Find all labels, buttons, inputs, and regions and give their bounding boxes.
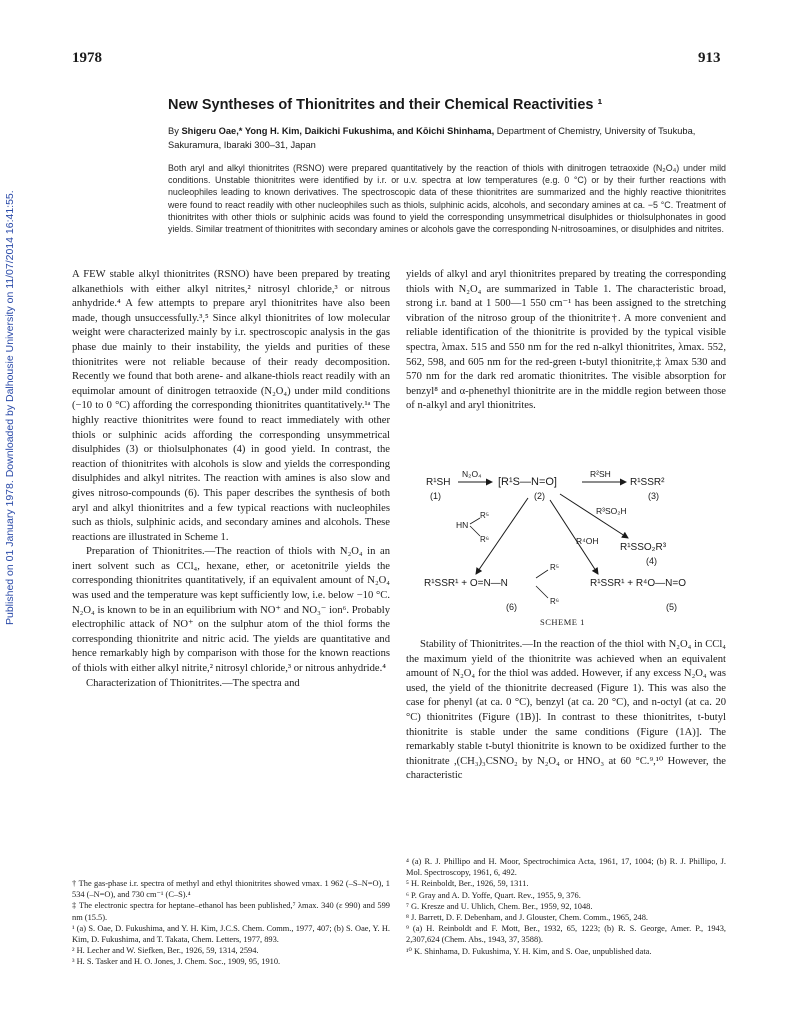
product5-label: (5)	[666, 602, 677, 612]
by-label: By	[168, 126, 179, 136]
reference-8: ⁸ J. Barrett, D. F. Debenham, and J. Glouster, Chem. Comm., 1965, 248.	[406, 913, 648, 923]
reactant-thiol: R¹SH	[426, 477, 451, 488]
amine-bond-up	[470, 518, 480, 524]
intro-paragraph: A FEW stable alkyl thionitrites (RSNO) have been prepared by treating alkanethiols with either alkyl nitrites,² nitrosyl chloride,³ or nitrous anhydride.⁴ A few attempts to prepare aryl thionitrites have also been made, though unsuccessfully.³,⁵ Since alkyl thionitrites of low molecular weight were characterized mainly by i.r. spectroscopic analysis in the gas phase due mainly to their instability, the yields and purities of these thionitrites were not reliable because of their ready decomposition. Recently we found that both arene- and alkane-thiols react readily with an equimolar amount of dinitrogen tetraoxide (N₂O₄) under mild conditions (−10 to 0 °C) affording the corresponding thionitrites quantitatively.¹ᵃ The highly reactive thionitrites were found to react immediately with other thiols or sulphinic acids affording the corresponding unsymmetrical disulphides (3) or thiolsulphonates (4) in good yield. In contrast, the reaction of thionitrites with alcohols is slow and yields the corresponding disulphides and alkyl nitrites. The reaction with amines is also slow and gives nitroso-compounds (6). This paper describes the synthesis of both aryl and alkyl thionitrites and a few typical reactions with nucleophiles such as thiols, sulphinic acids, and secondary amines and alcohols. These reactions are illustrated in Scheme 1.	[72, 269, 390, 543]
body-column-left	[72, 268, 390, 691]
footnote-double-dagger: ‡ The electronic spectra for heptane–ethanol has been published,⁷ λmax. 340 (ε 990) and 599 nm (15.5).	[72, 901, 390, 922]
amine-bond-down	[470, 526, 480, 536]
author-names: Shigeru Oae,* Yong H. Kim, Daikichi Fukushima, and Kōichi Shinhama,	[181, 126, 495, 136]
reference-7: ⁷ G. Kresze and U. Uhlich, Chem. Ber., 1959, 92, 1048.	[406, 901, 593, 911]
nitroso-r5: R⁵	[550, 563, 560, 572]
reagent-r3so2h: R³SO₂H	[596, 506, 627, 516]
intermediate-label: (2)	[534, 491, 545, 501]
body-column-right-top	[406, 268, 726, 414]
stability-paragraph: Stability of Thionitrites.—In the reaction of the thiol with N₂O₄ in CCl₄ the maximum yield of the thionitrite was achieved when an equivalent amount of N₂O₄ for the thiol was added. However, if any excess N₂O₄ was used, the yield of the thionitrite decreased (Figure 1). This was also the case for phenyl (at ca. 0 °C), benzyl (at ca. 20 °C), and n-octyl (at ca. 20 °C) thionitrites (Figure (1B)]. In contrast to these thionitrites, t-butyl thionitrite is stable under the same conditions (Figure (1A)]. The remarkably stable t-butyl thionitrite is known to be oxidized further to the thionitrate ,(CH₃)₃CSNO₂ by N₂O₄ or HNO₃ at 60 °C.⁹,¹⁰ However, the characteristic	[406, 639, 726, 782]
amine-r5: R⁵	[480, 511, 490, 520]
preparation-paragraph: Preparation of Thionitrites.—The reaction of thiols with N₂O₄ in an inert solvent such as CCl₄, hexane, ether, or acetonitrile yields the corresponding thionitrites quantitatively, if an equivalent amount of N₂O₄ was used and the temperature was kept sufficiently low, i.e. below −10 °C. N₂O₄ is known to be in an equilibrium with NO⁺ and NO₃⁻ ion⁶. Probably electrophilic attack of NO⁺ on the sulphur atom of the thiol forms the corresponding thionitrite and nitric acid. The yields are quantitative and hence remarkably high by comparison with those for the known reactions of thiols with either alkyl nitrite,² nitrosyl chloride,³ or nitrous anhydride.⁴	[72, 546, 390, 675]
reference-6: ⁶ P. Gray and A. D. Yoffe, Quart. Rev., 1955, 9, 376.	[406, 890, 581, 900]
product-nitrosoamine: R¹SSR¹ + O=N—N	[424, 578, 508, 589]
footnotes-left	[72, 878, 390, 968]
product-disulphide-nitrite: R¹SSR¹ + R⁴O—N=O	[590, 578, 686, 589]
article-title: New Syntheses of Thionitrites and their Chemical Reactivities ¹	[168, 97, 603, 113]
product6-label: (6)	[506, 602, 517, 612]
product-thiolsulphonate: R¹SSO₂R³	[620, 542, 667, 553]
reaction-scheme	[410, 462, 730, 632]
affiliation: Department of Chemistry, University of Tsukuba, Sakuramura, Ibaraki 300–31, Japan	[168, 126, 696, 150]
product4-label: (4)	[646, 556, 657, 566]
author-line	[168, 125, 728, 152]
product-disulphide-unsym: R¹SSR²	[630, 477, 665, 488]
reference-9: ⁹ (a) H. Reinboldt and F. Mott, Ber., 1932, 65, 1223; (b) R. S. George, Amer. P., 1943, 2,307,624 (Chem. Abs., 1943, 37, 3588).	[406, 924, 726, 945]
scheme-caption: SCHEME 1	[540, 617, 585, 627]
amine-r6: R⁶	[480, 535, 490, 544]
reagent-n2o4: N₂O₄	[462, 469, 482, 479]
intermediate-thionitrite: [R¹S—N=O]	[498, 476, 557, 488]
reference-2: ² H. Lecher and W. Siefken, Ber., 1926, 59, 1314, 2594.	[72, 946, 259, 956]
reference-4: ⁴ (a) R. J. Phillipo and H. Moor, Spectrochimica Acta, 1961, 17, 1004; (b) R. J. Phillipo, J. Mol. Spectroscopy, 1961, 6, 492.	[406, 857, 726, 878]
spectra-paragraph: yields of alkyl and aryl thionitrites prepared by treating the corresponding thiols with N₂O₄ are summarized in Table 1. The characteristic broad, strong i.r. band at 1 500—1 550 cm⁻¹ has been assigned to the stretching vibration of the nitroso group of the thionitrite†. A more convenient and reliable identification of the thionitrite is provided by the typical visible spectra, λmax. 515 and 550 nm for the red n-alkyl thionitrites, λmax. 552, 562, 598, and 605 nm for the red-green t-butyl thionitrite,‡ λmax 530 and 570 nm for the dark red aromatic thionitrites. The visible absorption for benzyl⁸ and α-phenethyl thionitrite are in the middle region between those of n-alkyl and aryl thionitrites.	[406, 269, 726, 412]
characterization-paragraph: Characterization of Thionitrites.—The spectra and	[86, 677, 300, 689]
footnote-dagger: † The gas-phase i.r. spectra of methyl and ethyl thionitrites showed νmax. 1 962 (–S–N=O), 1 534 (–N=O), and 730 cm⁻¹ (C–S).⁴	[72, 879, 390, 900]
download-watermark[interactable]	[2, 190, 20, 625]
reagent-amine: HN	[456, 520, 469, 530]
abstract: Both aryl and alkyl thionitrites (RSNO) were prepared quantitatively by the reaction of thiols with dinitrogen tetraoxide (N₂O₄) under mild conditions. Unstable thionitrites were identified by i.r. or u.v. spectra at low temperatures (e.g. 0 °C) or by their further reactions with nucleophiles leading to known derivatives. The spectroscopic data of these thionitrites are summarized and the highly reactive thionitrites were found to react readily with other nucleophiles such as thiols, sulphinic acids, alcohols, and secondary amines at ca. −5 °C. Treatment of thionitrites with other thiols or sulphinic acids was found to yield the corresponding unsymmetrical disulphides or thiolsulphonates in good yields. Similar treatment of thionitrites with secondary amines or alcohols gave the corresponding N-nitrosoamines, or disulphides and nitrites.	[168, 163, 726, 235]
product3-label: (3)	[648, 491, 659, 501]
reagent-r2sh: R²SH	[590, 469, 611, 479]
nitroso-bond-up	[536, 570, 548, 578]
page-year: 1978	[72, 50, 102, 66]
reference-3: ³ H. S. Tasker and H. O. Jones, J. Chem. Soc., 1909, 95, 1910.	[72, 957, 281, 967]
reference-10: ¹⁰ K. Shinhama, D. Fukushima, Y. H. Kim, and S. Oae, unpublished data.	[406, 946, 652, 956]
reagent-r4oh: R⁴OH	[576, 536, 599, 546]
reactant-label: (1)	[430, 491, 441, 501]
download-watermark-text: Published on 01 January 1978. Downloaded by Dalhousie University on 11/07/2014 16:41:55.	[4, 190, 16, 625]
page-number: 913	[698, 50, 721, 66]
reference-1: ¹ (a) S. Oae, D. Fukushima, and Y. H. Kim, J.C.S. Chem. Comm., 1977, 407; (b) S. Oae, Y. H. Kim, D. Fukushima, and T. Takata, Chem. Letters, 1977, 893.	[72, 923, 390, 945]
nitroso-r6: R⁶	[550, 597, 560, 606]
reference-5: ⁵ H. Reinboldt, Ber., 1926, 59, 1311.	[406, 879, 529, 889]
body-column-right-bottom	[406, 638, 726, 784]
nitroso-bond-down	[536, 586, 548, 598]
footnotes-right	[406, 856, 726, 957]
